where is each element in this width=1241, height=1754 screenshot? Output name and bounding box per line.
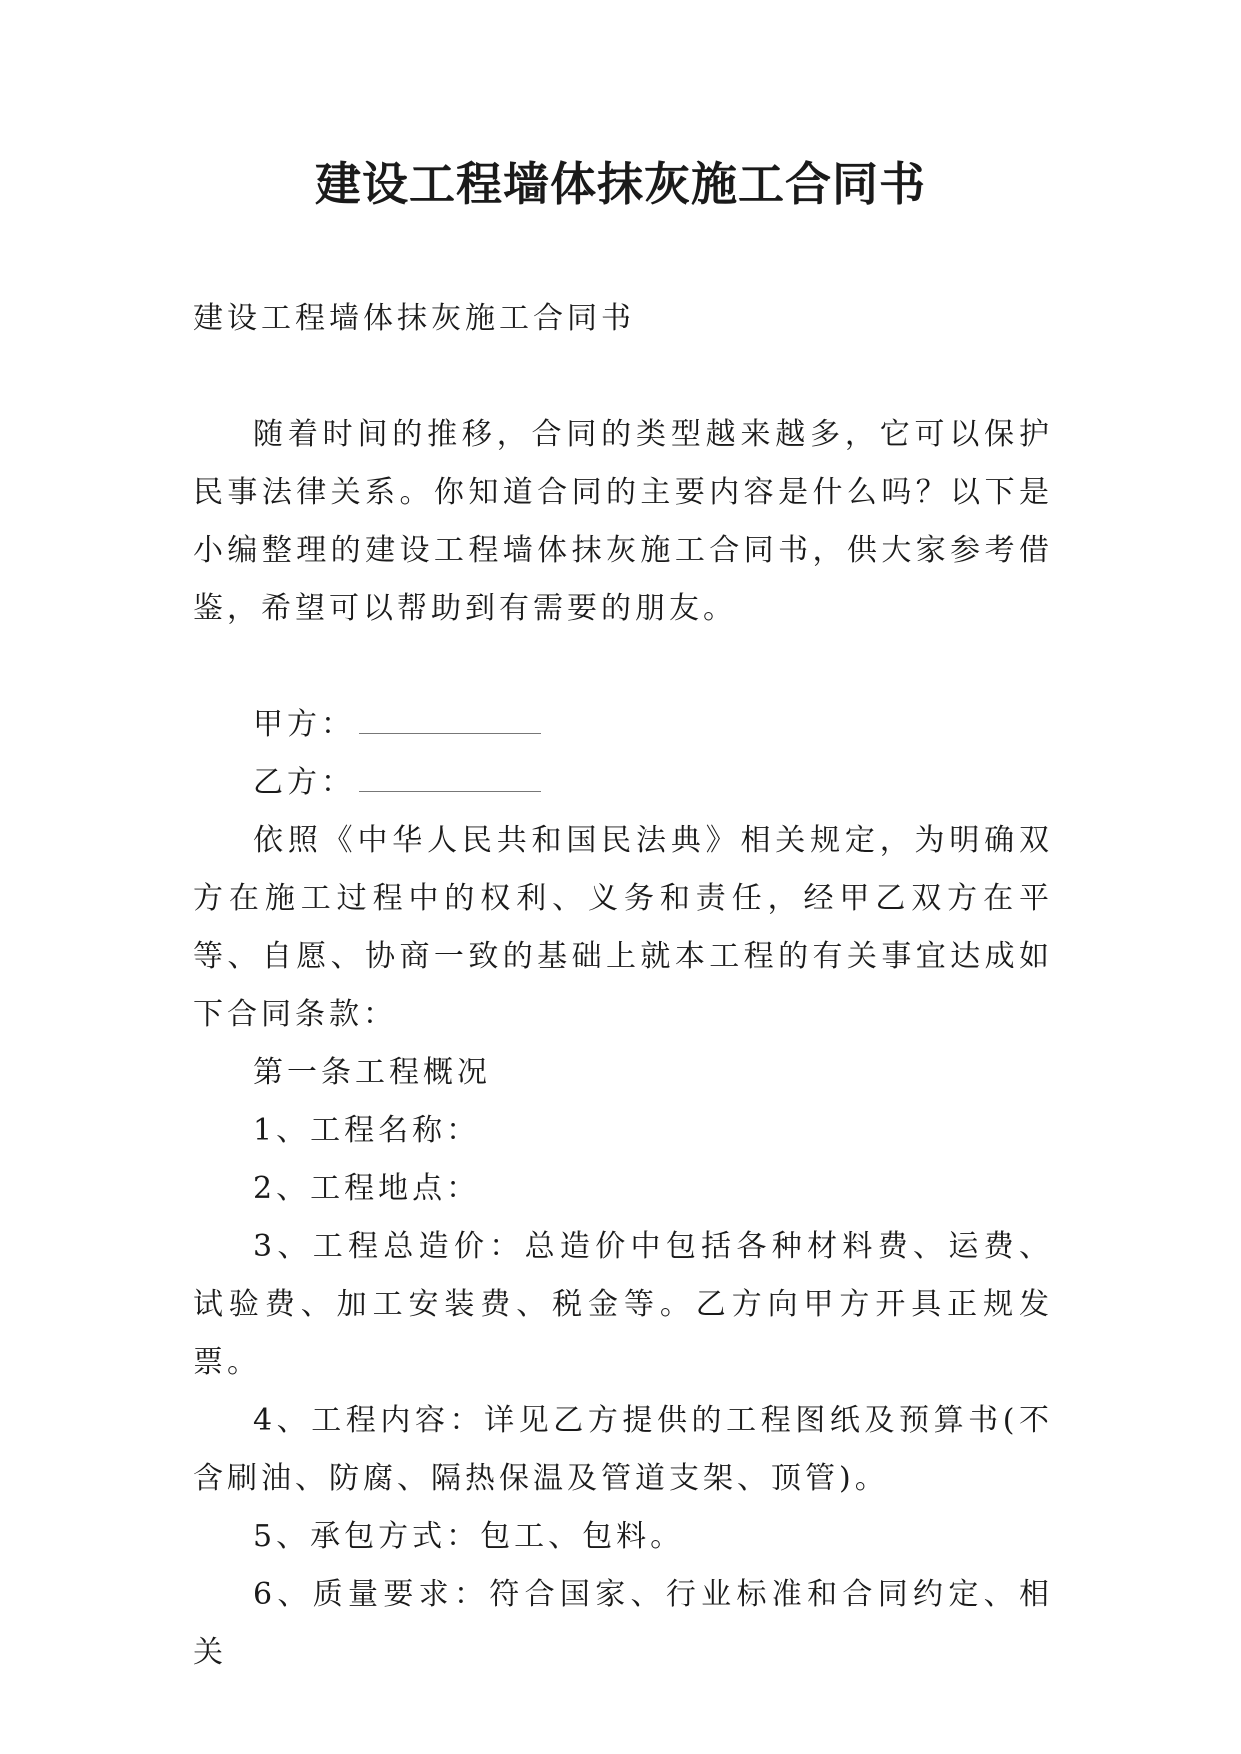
party-a-blank bbox=[359, 709, 541, 734]
document-subtitle: 建设工程墙体抹灰施工合同书 bbox=[193, 301, 635, 336]
article-item: 1、工程名称： bbox=[253, 1113, 481, 1148]
article-item: 2、工程地点： bbox=[253, 1171, 481, 1206]
article-item: 4、工程内容：详见乙方提供的工程图纸及预算书(不含刷油、防腐、隔热保温及管道支架、顶管)。 bbox=[193, 1403, 1053, 1496]
document-title: 建设工程墙体抹灰施工合同书 bbox=[315, 157, 926, 211]
party-a-line bbox=[193, 696, 1053, 754]
article-item: 5、承包方式：包工、包料。 bbox=[253, 1519, 685, 1554]
preamble-paragraph: 依照《中华人民共和国民法典》相关规定，为明确双方在施工过程中的权利、义务和责任，经甲乙双方在平等、自愿、协商一致的基础上就本工程的有关事宜达成如下合同条款： bbox=[193, 823, 1053, 1032]
party-a-label: 甲方： bbox=[253, 707, 355, 742]
document-body bbox=[193, 290, 1053, 1682]
article-item: 3、工程总造价：总造价中包括各种材料费、运费、试验费、加工安装费、税金等。乙方向甲方开具正规发票。 bbox=[193, 1229, 1053, 1380]
party-b-label: 乙方： bbox=[253, 765, 355, 800]
article-1-heading: 第一条工程概况 bbox=[253, 1055, 491, 1090]
party-b-line bbox=[193, 754, 1053, 812]
intro-paragraph: 随着时间的推移，合同的类型越来越多，它可以保护民事法律关系。你知道合同的主要内容是什么吗？以下是小编整理的建设工程墙体抹灰施工合同书，供大家参考借鉴，希望可以帮助到有需要的朋友。 bbox=[193, 417, 1053, 626]
party-b-blank bbox=[359, 767, 541, 792]
article-item: 6、质量要求：符合国家、行业标准和合同约定、相关 bbox=[193, 1577, 1053, 1670]
